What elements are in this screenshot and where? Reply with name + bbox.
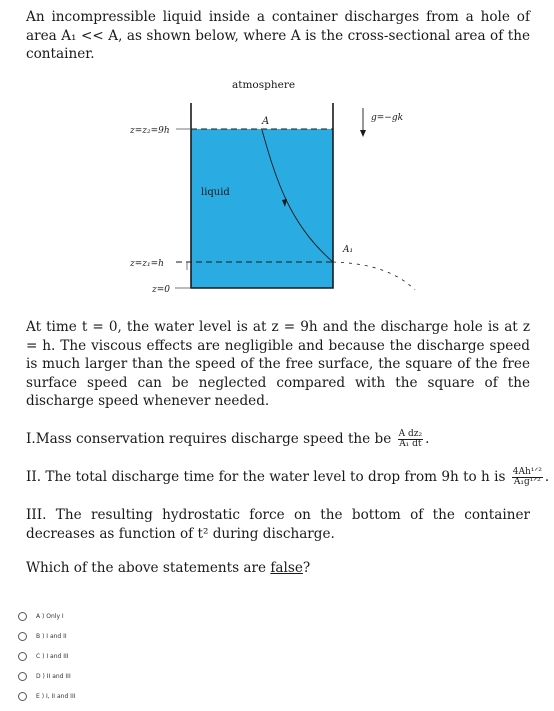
option-e[interactable] (18, 686, 75, 706)
option-b[interactable] (18, 626, 75, 646)
option-label: D ) II and III (36, 672, 71, 680)
area-label: A (262, 116, 270, 127)
option-a[interactable] (18, 606, 75, 626)
option-d[interactable] (18, 666, 75, 686)
statement-3: III. The resulting hydrostatic force on the bottom of the container decreases as function of t² during discharge. (26, 507, 530, 542)
answer-options (18, 606, 75, 706)
statement-2-numerator: 4Ah¹ᐟ² (512, 467, 542, 477)
statement-2-text: II. The total discharge time for the water level to drop from 9h to h is (26, 469, 506, 485)
level-top-label: z=z₂=9h (130, 126, 170, 136)
statement-1-denominator: A₁ dt (399, 439, 422, 449)
liquid-body (191, 129, 333, 288)
question-prefix: Which of the above statements are (26, 560, 271, 576)
radio-button[interactable] (18, 672, 27, 681)
option-c[interactable] (18, 646, 75, 666)
level-bottom-label: z=0 (152, 285, 171, 295)
statement-1-numerator: A dz₂ (398, 429, 423, 439)
statement-1 (26, 430, 429, 449)
option-label: B ) I and II (36, 632, 67, 640)
liquid-label: liquid (201, 187, 230, 198)
question-prompt (26, 560, 310, 576)
statement-2-denominator: A₁g¹ᐟ² (513, 477, 541, 487)
radio-button[interactable] (18, 632, 27, 641)
statement-2 (26, 468, 549, 487)
statement-1-text: I.Mass conservation requires discharge speed the be (26, 431, 392, 447)
radio-button[interactable] (18, 692, 27, 701)
statement-1-fraction (398, 430, 423, 449)
problem-intro: An incompressible liquid inside a container discharges from a hole of area A₁ << A, as shown below, where A is the cross-sectional area of the container. (26, 9, 530, 63)
option-label: C ) I and III (36, 652, 69, 660)
gravity-label: g=−gk (371, 113, 404, 123)
container-diagram (0, 0, 554, 320)
discharge-jet (333, 262, 415, 290)
problem-paragraph: At time t = 0, the water level is at z = 9h and the discharge hole is at z = h. The viscous effects are negligible and because the discharge speed is much larger than the speed of the free surface, the square of the free surface speed can be neglected compared with the square of the discharge speed whenever needed. (26, 319, 530, 410)
statement-2-fraction (512, 468, 543, 487)
level-hole-label: z=z₁=h (130, 259, 164, 269)
gravity-arrow-icon (360, 130, 366, 137)
atmosphere-label: atmosphere (232, 79, 296, 91)
radio-button[interactable] (18, 612, 27, 621)
question-suffix: ? (302, 560, 311, 576)
hole-area-label: A₁ (343, 245, 354, 255)
radio-button[interactable] (18, 652, 27, 661)
option-label: E ) I, II and III (36, 692, 76, 700)
statement-1-end: . (425, 431, 430, 447)
statement-2-end: . (544, 469, 550, 485)
question-underlined: false (270, 560, 303, 576)
option-label: A ) Only I (36, 612, 64, 620)
